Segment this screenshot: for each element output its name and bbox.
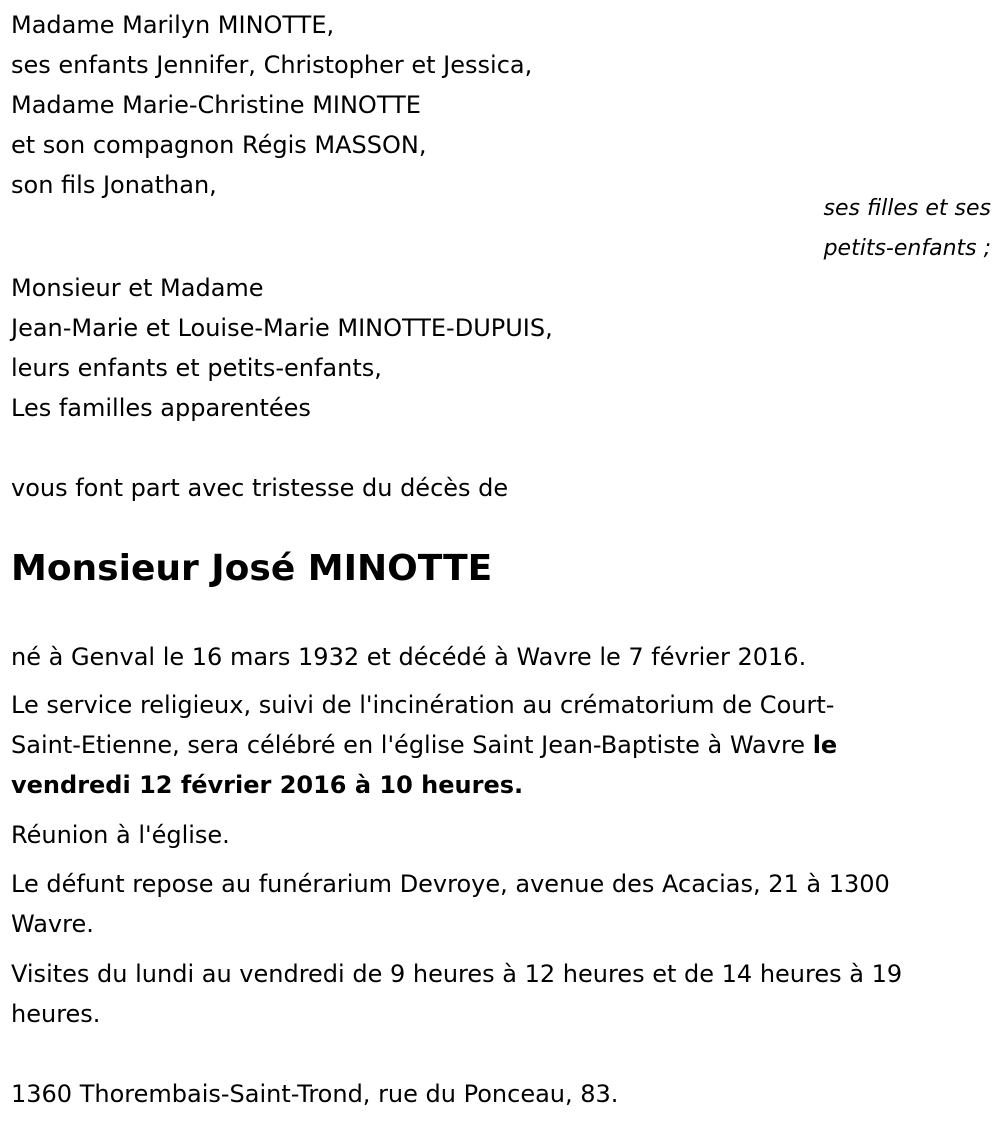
relatives-line-4: Les familles apparentées <box>11 394 311 422</box>
family-note-line-1: ses filles et ses <box>823 196 991 221</box>
relatives-line-2: Jean-Marie et Louise-Marie MINOTTE-DUPUIS, <box>11 314 553 342</box>
address-text: 1360 Thorembais-Saint-Trond, rue du Ponceau, 83. <box>11 1080 619 1108</box>
family-note-line-2: petits-enfants ; <box>823 236 991 261</box>
service-line-1: Le service religieux, suivi de l'incinération au crématorium de Court- <box>11 691 835 719</box>
visits-line-2: heures. <box>11 1000 101 1028</box>
family-line-2: ses enfants Jennifer, Christopher et Jessica, <box>11 51 533 79</box>
meeting-text: Réunion à l'église. <box>11 821 230 849</box>
deceased-name: Monsieur José MINOTTE <box>11 548 493 589</box>
rest-line-1: Le défunt repose au funérarium Devroye, avenue des Acacias, 21 à 1300 <box>11 870 890 898</box>
rest-line-2: Wavre. <box>11 910 94 938</box>
family-line-4: et son compagnon Régis MASSON, <box>11 131 427 159</box>
relatives-line-1: Monsieur et Madame <box>11 274 264 302</box>
service-line-2-text: Saint-Etienne, sera célébré en l'église Saint Jean-Baptiste à Wavre <box>11 731 813 759</box>
service-line-2-bold: le <box>812 731 838 759</box>
visits-line-1: Visites du lundi au vendredi de 9 heures à 12 heures et de 14 heures à 19 <box>11 960 903 988</box>
family-line-3: Madame Marie-Christine MINOTTE <box>11 91 421 119</box>
announcement-text: vous font part avec tristesse du décès de <box>11 474 509 502</box>
service-line-2 <box>11 725 837 765</box>
birth-death-text: né à Genval le 16 mars 1932 et décédé à Wavre le 7 février 2016. <box>11 643 807 671</box>
family-line-5: son fils Jonathan, <box>11 171 217 199</box>
family-line-1: Madame Marilyn MINOTTE, <box>11 11 335 39</box>
obituary-document <box>11 0 991 1128</box>
relatives-line-3: leurs enfants et petits-enfants, <box>11 354 382 382</box>
service-date-bold: vendredi 12 février 2016 à 10 heures. <box>11 771 524 799</box>
